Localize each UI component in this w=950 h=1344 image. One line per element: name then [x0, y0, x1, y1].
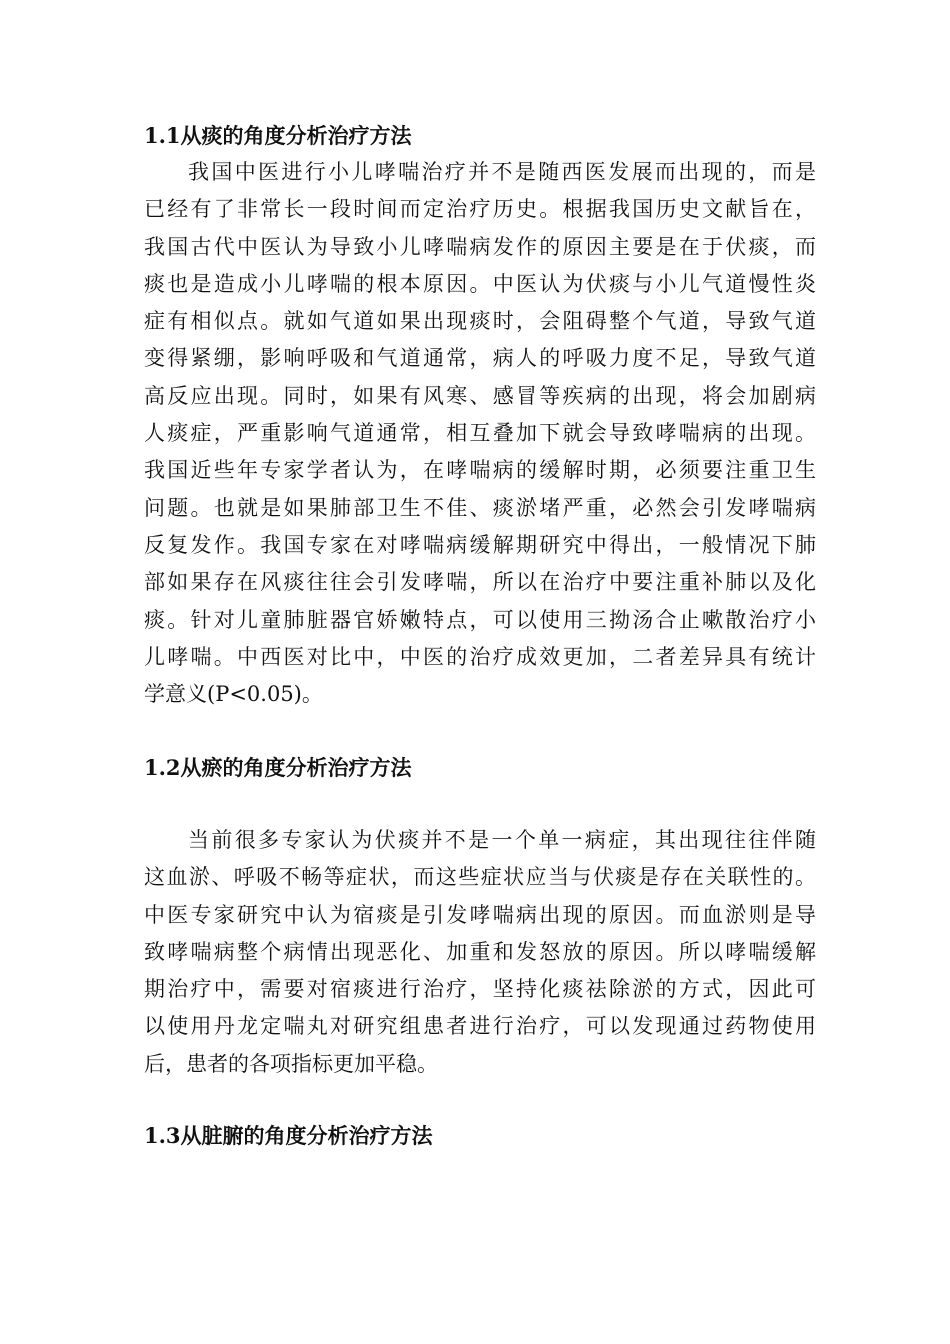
paragraph-line: 反复发作。我国专家在对哮喘病缓解期研究中得出，一般情况下肺 [144, 532, 816, 557]
paragraph-line: 痰。针对儿童肺脏器官娇嫩特点，可以使用三拗汤合止嗽散治疗小 [144, 607, 816, 632]
paragraph-line: 痰也是造成小儿哮喘的根本原因。中医认为伏痰与小儿气道慢性炎 [144, 271, 816, 296]
paragraph-line: 高反应出现。同时，如果有风寒、感冒等疾病的出现，将会加剧病 [144, 383, 816, 408]
paragraph-line: 我国古代中医认为导致小儿哮喘病发作的原因主要是在于伏痰，而 [144, 234, 816, 259]
paragraph-line: 部如果存在风痰往往会引发哮喘，所以在治疗中要注重补肺以及化 [144, 570, 816, 595]
paragraph-line: 后，患者的各项指标更加平稳。 [144, 1051, 438, 1076]
section-1-1-paragraph [144, 154, 816, 713]
paragraph-line: 学意义(P<0.05)。 [144, 682, 323, 707]
paragraph-line: 期治疗中，需要对宿痰进行治疗，坚持化痰祛除淤的方式，因此可 [144, 977, 816, 1002]
paragraph-line: 症有相似点。就如气道如果出现痰时，会阻碍整个气道，导致气道 [144, 309, 816, 334]
paragraph-line: 人痰症，严重影响气道通常，相互叠加下就会导致哮喘病的出现。 [144, 421, 816, 446]
paragraph-line: 当前很多专家认为伏痰并不是一个单一病症，其出现往往伴随 [188, 828, 816, 852]
paragraph-line: 儿哮喘。中西医对比中，中医的治疗成效更加，二者差异具有统计 [144, 644, 816, 669]
paragraph-line: 变得紧绷，影响呼吸和气道通常，病人的呼吸力度不足，导致气道 [144, 346, 816, 371]
paragraph-line: 我国近些年专家学者认为，在哮喘病的缓解时期，必须要注重卫生 [144, 458, 816, 483]
section-heading-1-1: 1.1从痰的角度分析治疗方法 [144, 123, 412, 148]
paragraph-line: 以使用丹龙定喘丸对研究组患者进行治疗，可以发现通过药物使用 [144, 1014, 816, 1039]
section-heading-1-2: 1.2从瘀的角度分析治疗方法 [144, 755, 412, 780]
paragraph-line: 这血淤、呼吸不畅等症状，而这些症状应当与伏痰是存在关联性的。 [144, 865, 816, 890]
section-1-2-paragraph [144, 822, 816, 1083]
paragraph-line: 已经有了非常长一段时间而定治疗历史。根据我国历史文献旨在， [144, 197, 816, 222]
paragraph-line: 致哮喘病整个病情出现恶化、加重和发怒放的原因。所以哮喘缓解 [144, 939, 816, 964]
paragraph-line: 我国中医进行小儿哮喘治疗并不是随西医发展而出现的，而是 [188, 160, 816, 184]
paragraph-line: 问题。也就是如果肺部卫生不佳、痰淤堵严重，必然会引发哮喘病 [144, 495, 816, 520]
paragraph-line: 中医专家研究中认为宿痰是引发哮喘病出现的原因。而血淤则是导 [144, 902, 816, 927]
section-heading-1-3: 1.3从脏腑的角度分析治疗方法 [144, 1123, 433, 1148]
